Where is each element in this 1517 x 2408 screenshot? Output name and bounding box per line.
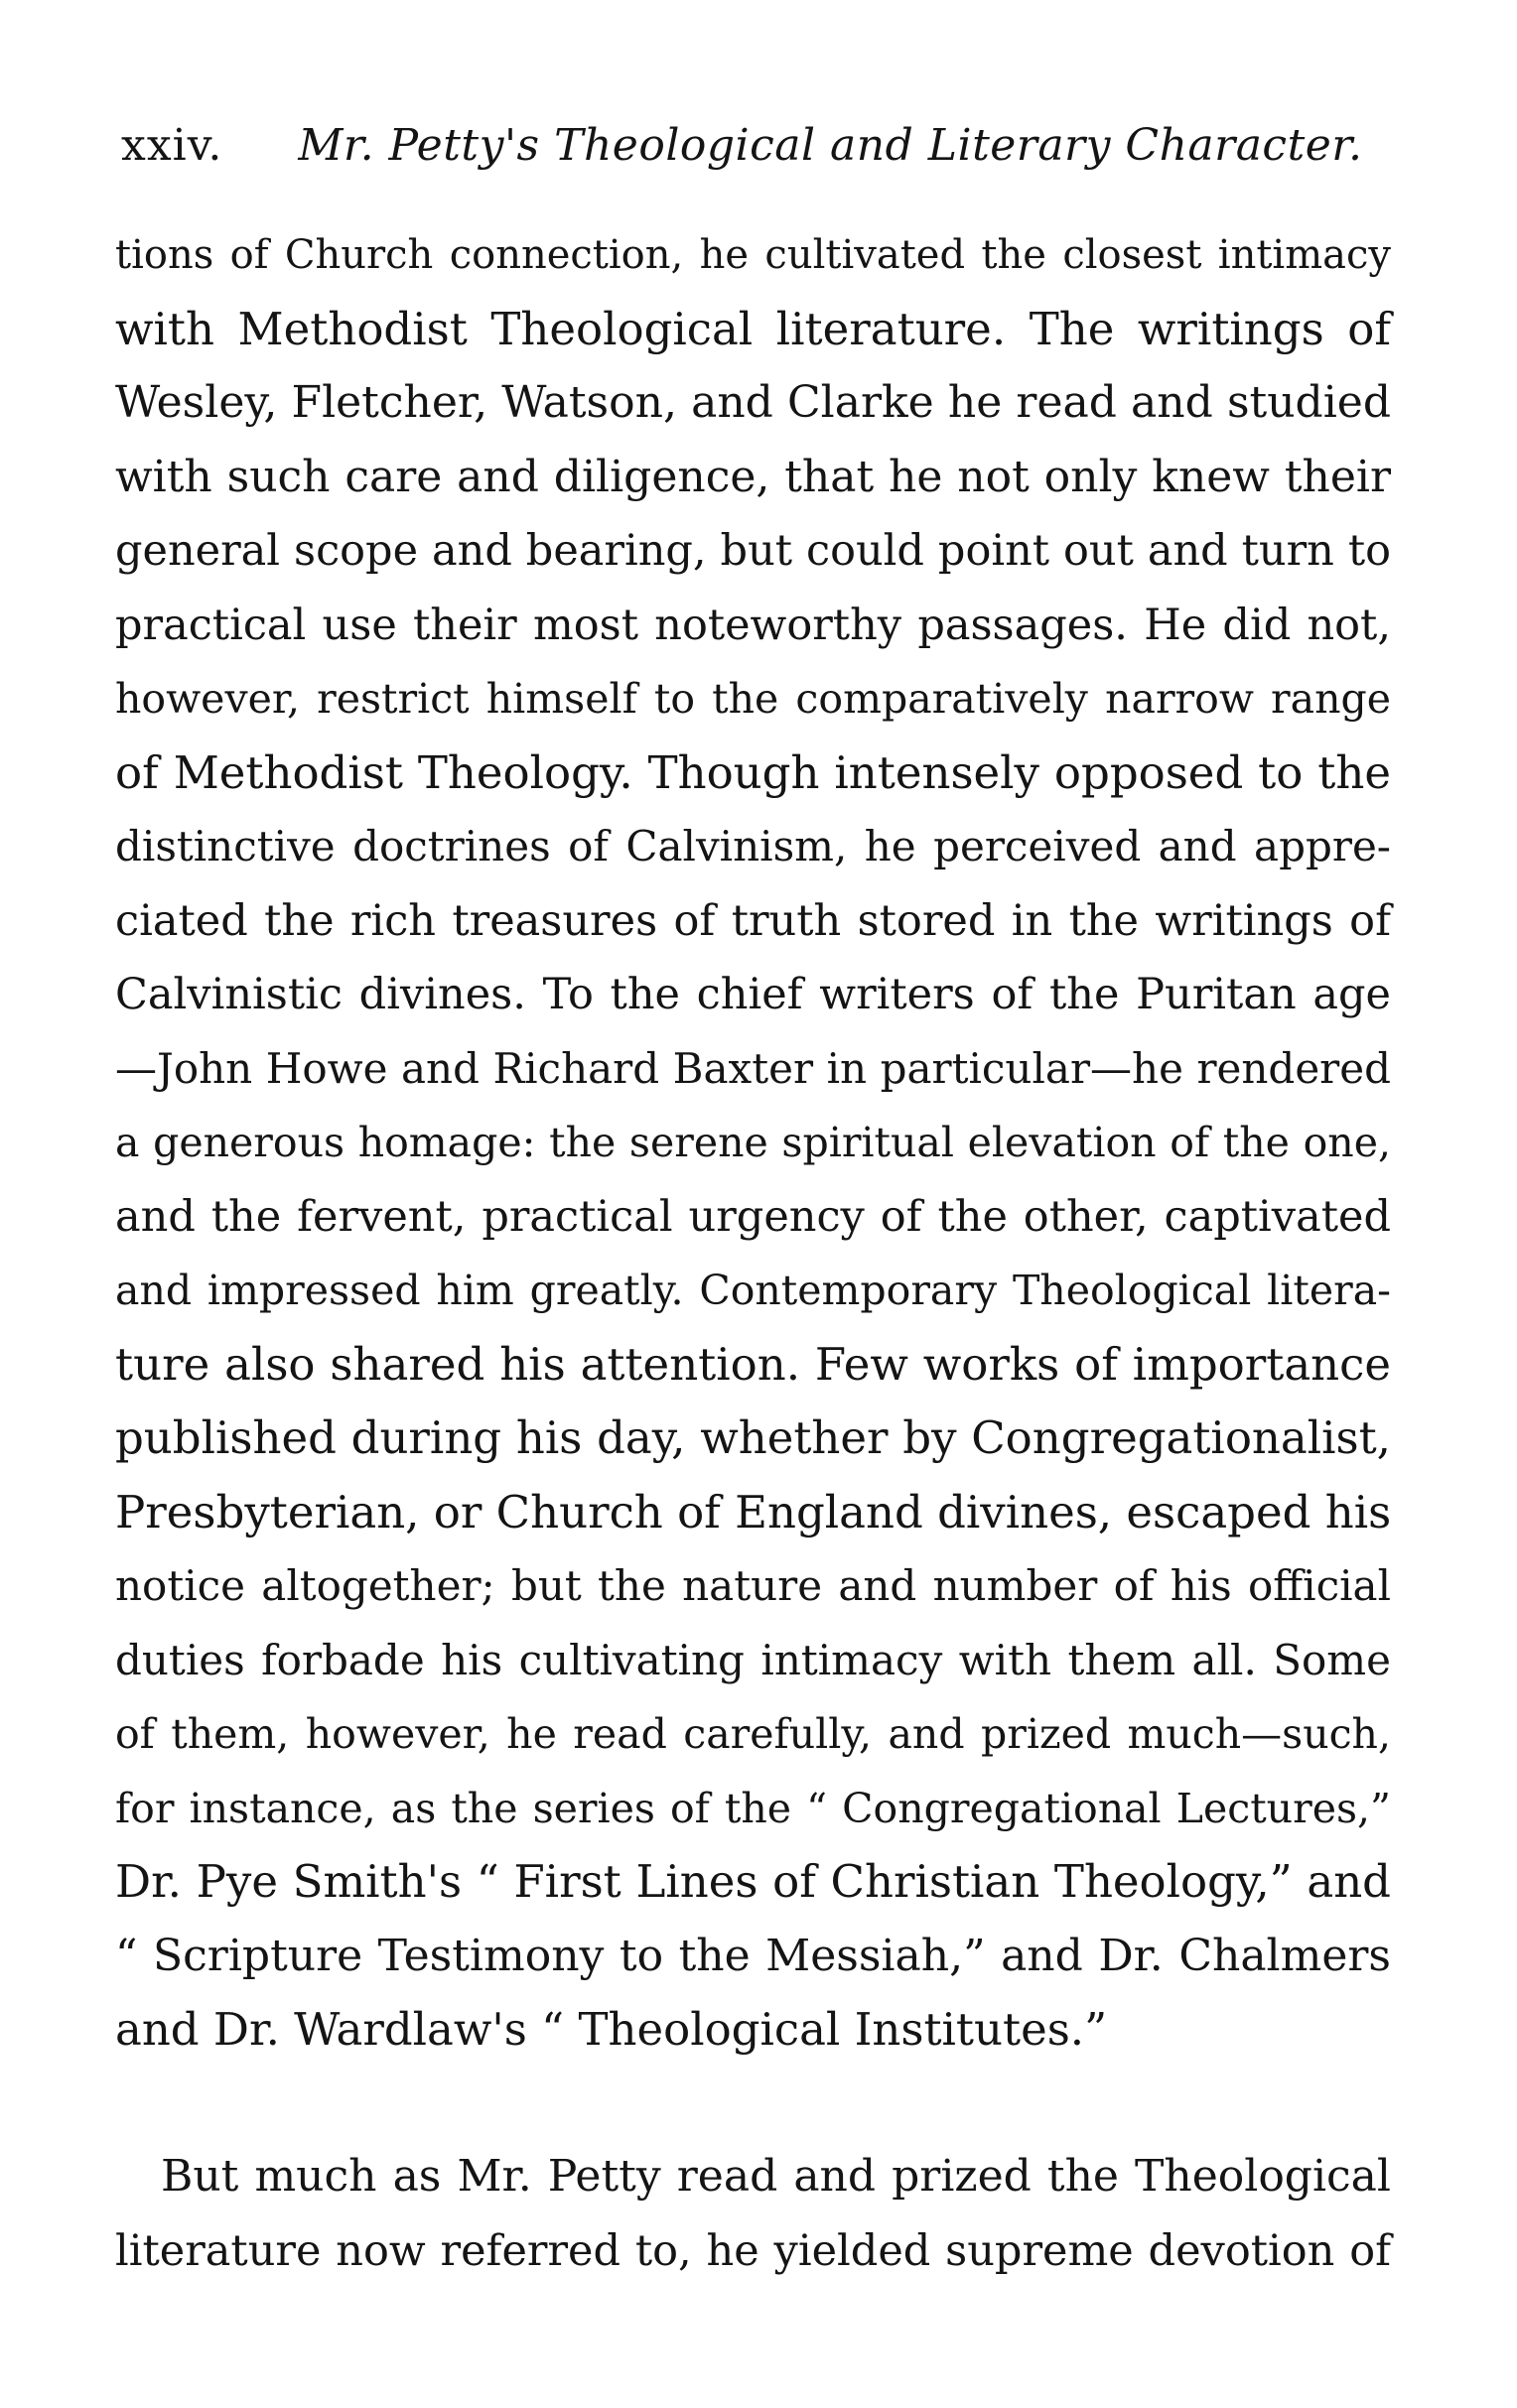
text-line: published during his day, whether by Congregationalist, xyxy=(115,1411,1391,1464)
text-line: with Methodist Theological literature. The writings of xyxy=(115,302,1391,355)
text-line: ture also shared his attention. Few works of importance xyxy=(115,1337,1391,1391)
text-line: “ Scripture Testimony to the Messiah,” and Dr. Chalmers xyxy=(115,1930,1391,1981)
text-line: ciated the rich treasures of truth stored in the writings of xyxy=(115,895,1391,946)
text-line: of them, however, he read carefully, and prized much—such, xyxy=(115,1710,1391,1758)
running-title: Mr. Petty's Theological and Literary Character. xyxy=(298,120,1363,171)
text-line: duties forbade his cultivating intimacy with them all. Some xyxy=(115,1635,1391,1684)
text-line: literature now referred to, he yielded supreme devotion of xyxy=(115,2225,1391,2276)
text-line: and Dr. Wardlaw's “ Theological Institutes.” xyxy=(115,2003,1108,2056)
text-line: a generous homage: the serene spiritual elevation of the one, xyxy=(115,1119,1391,1166)
page-number: xxiv. xyxy=(121,120,223,171)
text-line: practical use their most noteworthy passages. He did not, xyxy=(115,600,1391,650)
text-line: notice altogether; but the nature and number of his official xyxy=(115,1561,1391,1610)
text-line: Dr. Pye Smith's “ First Lines of Christian Theology,” and xyxy=(115,1855,1391,1908)
text-line: with such care and diligence, that he not only knew their xyxy=(115,451,1391,502)
text-line: and the fervent, practical urgency of the other, captivated xyxy=(115,1191,1391,1242)
paragraph-1 xyxy=(115,218,1391,2068)
text-line: and impressed him greatly. Contemporary Theological litera- xyxy=(115,1267,1391,1314)
text-line: Calvinistic divines. To the chief writers of the Puritan age xyxy=(115,970,1391,1019)
text-line: tions of Church connection, he cultivated the closest intimacy xyxy=(115,232,1391,278)
text-line: for instance, as the series of the “ Congregational Lectures,” xyxy=(115,1784,1391,1832)
text-line: distinctive doctrines of Calvinism, he perceived and appre- xyxy=(115,822,1391,870)
running-head xyxy=(121,111,1363,181)
text-line: But much as Mr. Petty read and prized the Theological xyxy=(161,2151,1391,2202)
text-line: of Methodist Theology. Though intensely opposed to the xyxy=(115,745,1391,799)
text-line: general scope and bearing, but could point out and turn to xyxy=(115,526,1391,576)
text-line: Presbyterian, or Church of England divines, escaped his xyxy=(115,1485,1392,1538)
paragraph-2 xyxy=(115,2140,1391,2288)
text-line: —John Howe and Richard Baxter in particular—he rendered xyxy=(115,1043,1391,1093)
text-line: Wesley, Fletcher, Watson, and Clarke he read and studied xyxy=(115,377,1391,428)
text-line: however, restrict himself to the comparatively narrow range xyxy=(115,675,1391,723)
